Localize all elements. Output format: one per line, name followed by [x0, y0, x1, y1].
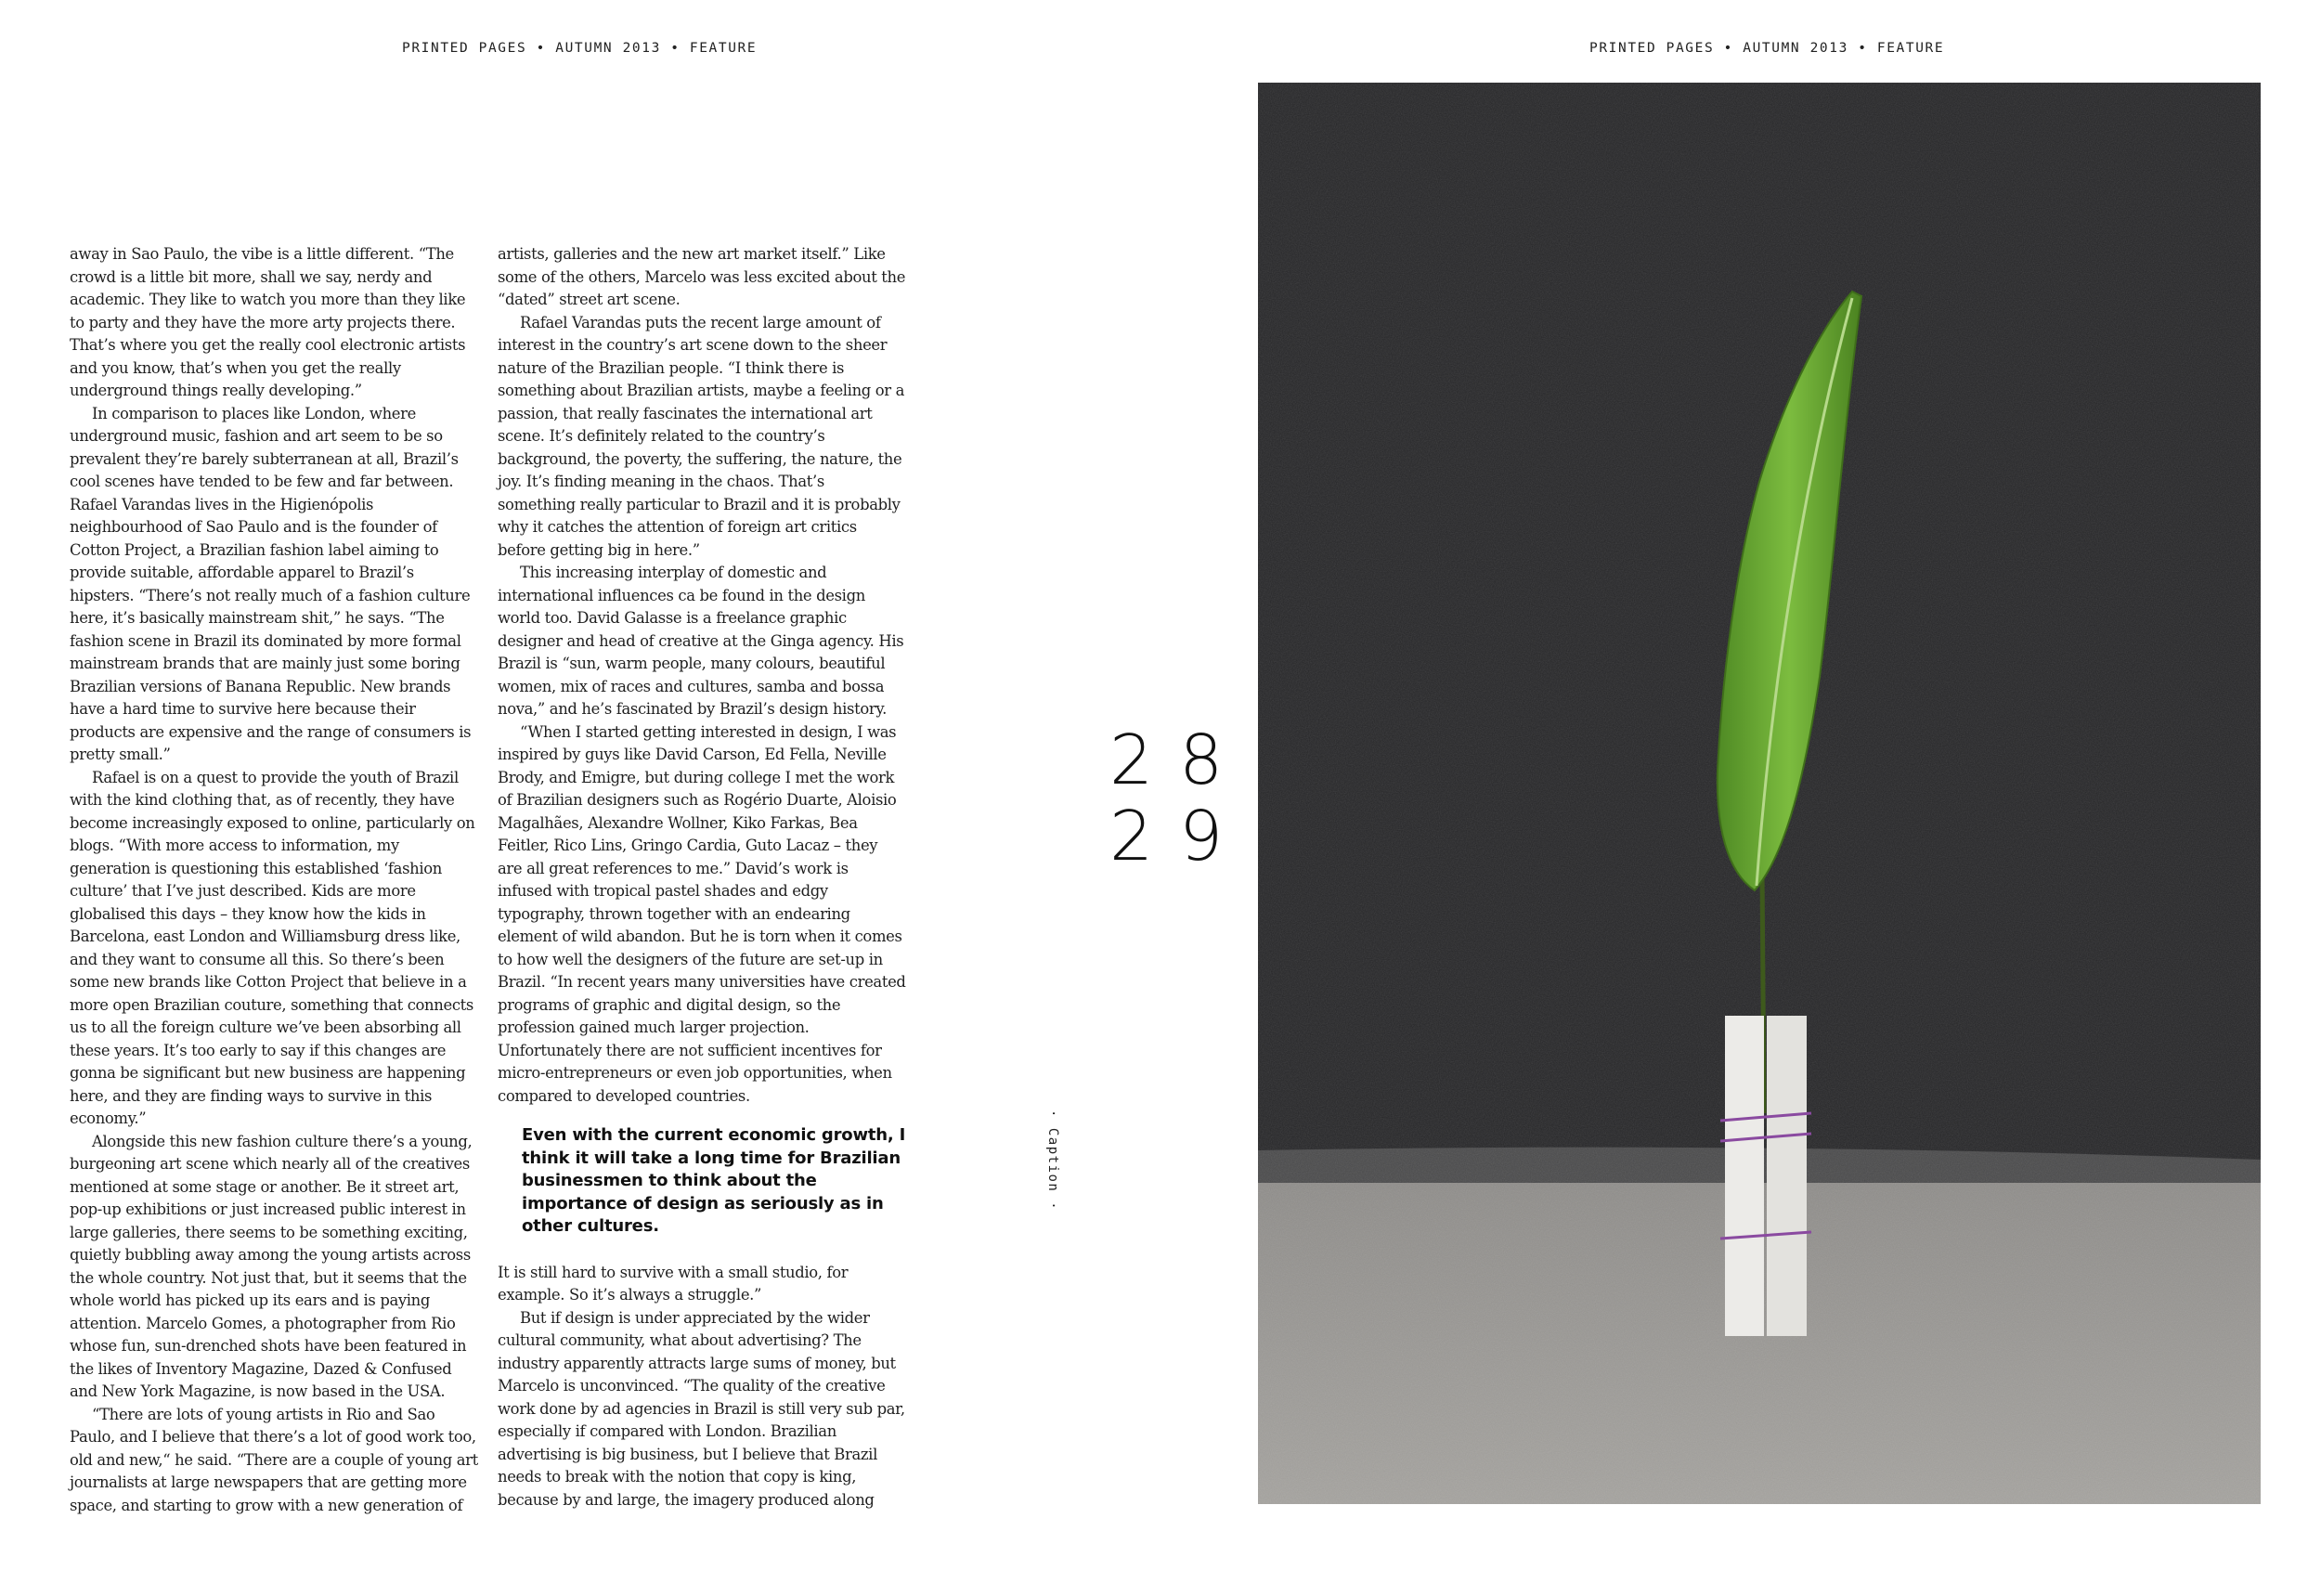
photo-caption: · Caption · [1045, 1109, 1060, 1212]
page-number-right: 29 [1109, 797, 1250, 876]
running-header-left: PRINTED PAGES • AUTUMN 2013 • FEATURE [402, 41, 758, 56]
paragraph: “When I started getting interested in design, I was inspired by guys like David Carson, Ed Fella, Neville Brody, and Emigre, but during college I met the work of Brazilian designers such as Rogério Duarte, Aloisio Magalhães, Alexandre Wollner, Kiko Farkas, Bea Feitler, Rico Lins, Gringo Cardia, Guto Lacaz – they are all great references to me.” David’s work is infused with tropical pastel shades and edgy typography, thrown together with an endearing element of wild abandon. But he is torn when it comes to how well the designers of the future are set-up in Brazil. “In recent years many universities have created programs of graphic and digital design, so the profession gained much larger projection. Unfortunately there are not sufficient incentives for micro-entrepreneurs or even job opportunities, when compared to developed countries. [498, 722, 906, 1105]
paragraph: artists, galleries and the new art market itself.” Like some of the others, Marcelo was less excited about the “dated” street art scene. [498, 245, 906, 308]
body-column-left [70, 243, 478, 1517]
paragraph: But if design is under appreciated by the wider cultural community, what about advertising? The industry apparently attracts large sums of money, but Marcelo is unconvinced. “The quality of the creative work done by ad agencies in Brazil is still very sub par, especially if compared with London. Brazilian advertising is big business, but I believe that Brazil needs to break with the notion that copy is king, because by and large, the imagery produced along [498, 1308, 905, 1509]
page-number-left: 28 [1109, 720, 1250, 800]
running-header-right: PRINTED PAGES • AUTUMN 2013 • FEATURE [1589, 41, 1945, 56]
photo-brick-left [1725, 1016, 1764, 1336]
photo-brick-right [1767, 1016, 1807, 1336]
body-column-right [498, 243, 906, 1512]
paragraph: Rafael Varandas puts the recent large amount of interest in the country’s art scene down to the sheer nature of the Brazilian people. “I think there is something about Brazilian artists, maybe a feeling or a passion, that really fascinates the international art scene. It’s definitely related to the country’s background, the poverty, the suffering, the nature, the joy. It’s finding meaning in the chaos. That’s something really particular to Brazil and it is probably why it catches the attention of foreign art critics before getting big in here.” [498, 313, 905, 559]
pull-quote: Even with the current economic growth, I think it will take a long time for Brazilian businessmen to think about the importance of design as seriously as in other cultures. [522, 1125, 906, 1236]
paragraph: Rafael is on a quest to provide the youth of Brazil with the kind clothing that, as of recently, they have become increasingly exposed to online, particularly on blogs. “With more access to information, my generation is questioning this established ‘fashion culture’ that I’ve just described. Kids are more globalised this days – they know how the kids in Barcelona, east London and Williamsburg dress like, and they want to consume all this. So there’s been some new brands like Cotton Project that believe in a more open Brazilian couture, something that connects us to all the foreign culture we’ve been absorbing all these years. It’s too early to say if this changes are gonna be significant but new business are happening here, and they are finding ways to survive in this economy.” [70, 768, 475, 1127]
feature-photo [1258, 83, 2261, 1504]
paragraph: This increasing interplay of domestic and international influences ca be found in the design world too. David Galasse is a freelance graphic designer and head of creative at the Ginga agency. His Brazil is “sun, warm people, many colours, beautiful women, mix of races and cultures, samba and bossa nova,” and he’s fascinated by Brazil’s design history. [498, 564, 904, 718]
paragraph: away in Sao Paulo, the vibe is a little different. “The crowd is a little bit more, shall we say, nerdy and academic. They like to watch you more than they like to party and they have the more arty projects there. That’s where you get the really cool electronic artists and you know, that’s when you get the really underground things really developing.” [70, 245, 466, 399]
paragraph: It is still hard to survive with a small studio, for example. So it’s always a struggle.” [498, 1263, 849, 1304]
paragraph: “There are lots of young artists in Rio and Sao Paulo, and I believe that there’s a lot of good work too, old and new,“ he said. “There are a couple of young art journalists at large newspapers that are getting more space, and starting to grow with a new generation of [70, 1405, 478, 1514]
paragraph: In comparison to places like London, where underground music, fashion and art seem to be so prevalent they’re barely subterranean at all, Brazil’s cool scenes have tended to be few and far between. Rafael Varandas lives in the Higienópolis neighbourhood of Sao Paulo and is the founder of Cotton Project, a Brazilian fashion label aiming to provide suitable, affordable apparel to Brazil’s hipsters. “There’s not really much of a fashion culture here, it’s basically mainstream shit,” he says. “The fashion scene in Brazil its dominated by more formal mainstream brands that are mainly just some boring Brazilian versions of Banana Republic. New brands have a hard time to survive here because their products are expensive and the range of consumers is pretty small.” [70, 404, 472, 763]
paragraph: Alongside this new fashion culture there’s a young, burgeoning art scene which nearly all of the creatives mentioned at some stage or another. Be it street art, pop-up exhibitions or just increased public interest in large galleries, there seems to be something exciting, quietly bubbling away among the young artists across the whole country. Not just that, but it seems that the whole world has picked up its ears and is paying attention. Marcelo Gomes, a photographer from Rio whose fun, sun-drenched shots have been featured in the likes of Inventory Magazine, Dazed & Confused and New York Magazine, is now based in the USA. [70, 1132, 473, 1400]
